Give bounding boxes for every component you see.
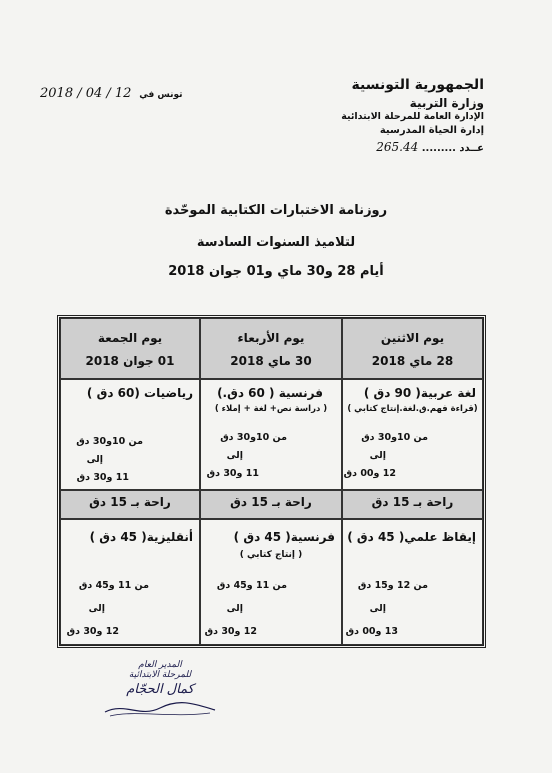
signature-name: كمال الحجّام <box>126 682 194 697</box>
time-to-label: إلى <box>226 603 243 614</box>
time-to: 12 و30 دق <box>66 626 119 637</box>
time-from: من 12 و15 دق <box>357 580 428 591</box>
signature-title: المدير العام <box>138 660 182 670</box>
subject-note: ( دراسة نص+ لغة + إملاء ) <box>214 404 328 414</box>
rest-wednesday: راحة بـ 15 دق <box>200 490 342 519</box>
subject-note: (قراءة فهم.ق.لغة.إنتاج كتابي ) <box>347 404 478 414</box>
day-name: يوم الجمعة <box>97 331 163 345</box>
time-to: 12 و30 دق <box>204 626 257 637</box>
time-from: من 11 و45 دق <box>78 580 149 591</box>
time-from: من 10و30 دق <box>220 432 287 443</box>
subject-label: فرنسية ( 60 دق.) <box>217 386 323 400</box>
time-to-label: إلى <box>369 450 386 461</box>
subject-label: فرنسية( 45 دق ) <box>233 530 335 544</box>
directorate-name: الإدارة العامة للمرحلة الابتدائية <box>341 111 484 123</box>
time-to-label: إلى <box>226 450 243 461</box>
title-line-2: لتلاميذ السنوات السادسة <box>196 235 356 250</box>
signature-scribble-icon <box>100 700 220 720</box>
title-line-3: أيام 28 و30 ماي و01 جوان 2018 <box>168 264 384 279</box>
signature-subtitle: للمرحلة الابتدائية <box>128 670 192 680</box>
handwritten-date: 2018 / 04 / 12 <box>40 86 132 101</box>
subject-label: لغة عربية( 90 دق ) <box>363 386 476 400</box>
subject-label: رياضيات (60 دق ) <box>86 386 193 400</box>
day-header-friday <box>60 318 200 379</box>
time-from: من 10و30 دق <box>76 436 143 447</box>
subject-label: إيقاظ علمي( 45 دق ) <box>347 530 476 544</box>
time-to: 11 و30 دق <box>76 472 129 483</box>
ministry-name: وزارة التربية <box>409 95 484 110</box>
day-name: يوم الاثنين <box>380 331 445 345</box>
day-header-monday <box>342 318 483 379</box>
session1-monday <box>342 379 483 490</box>
time-to: 11 و30 دق <box>206 468 259 479</box>
title-line-1: روزنامة الاختبارات الكتابية الموحّدة <box>164 203 388 218</box>
subject-label: أنقليزية( 45 دق ) <box>89 530 193 544</box>
time-to: 12 و00 دق <box>343 468 396 479</box>
day-header-wednesday <box>200 318 342 379</box>
department-name: إدارة الحياة المدرسية <box>379 124 484 136</box>
number-label: عــدد ......... <box>421 143 484 155</box>
time-to: 13 و00 دق <box>345 626 398 637</box>
date-line <box>40 86 183 101</box>
time-from: من 10و30 دق <box>361 432 428 443</box>
day-date: 28 ماي 2018 <box>371 353 454 368</box>
republic-name: الجمهورية التونسية <box>351 77 484 93</box>
time-from: من 11 و45 دق <box>216 580 287 591</box>
letterhead <box>341 76 484 156</box>
exam-schedule-table <box>57 315 486 648</box>
rest-friday: راحة بـ 15 دق <box>60 490 200 519</box>
session1-wednesday <box>200 379 342 490</box>
number-value: 265.44 <box>376 140 419 155</box>
session1-friday <box>60 379 200 490</box>
session2-wednesday <box>200 519 342 645</box>
city-label: تونس في <box>139 90 183 100</box>
reference-number <box>341 139 484 156</box>
day-date: 30 ماي 2018 <box>230 353 312 368</box>
session2-monday <box>342 519 483 645</box>
subject-note: ( إنتاج كتابي ) <box>239 550 303 560</box>
session2-friday <box>60 519 200 645</box>
day-date: 01 جوان 2018 <box>85 353 175 368</box>
day-name: يوم الأربعاء <box>237 331 305 345</box>
rest-monday: راحة بـ 15 دق <box>342 490 483 519</box>
time-to-label: إلى <box>86 454 103 465</box>
time-to-label: إلى <box>88 603 105 614</box>
time-to-label: إلى <box>369 603 386 614</box>
signature-block <box>100 660 220 720</box>
